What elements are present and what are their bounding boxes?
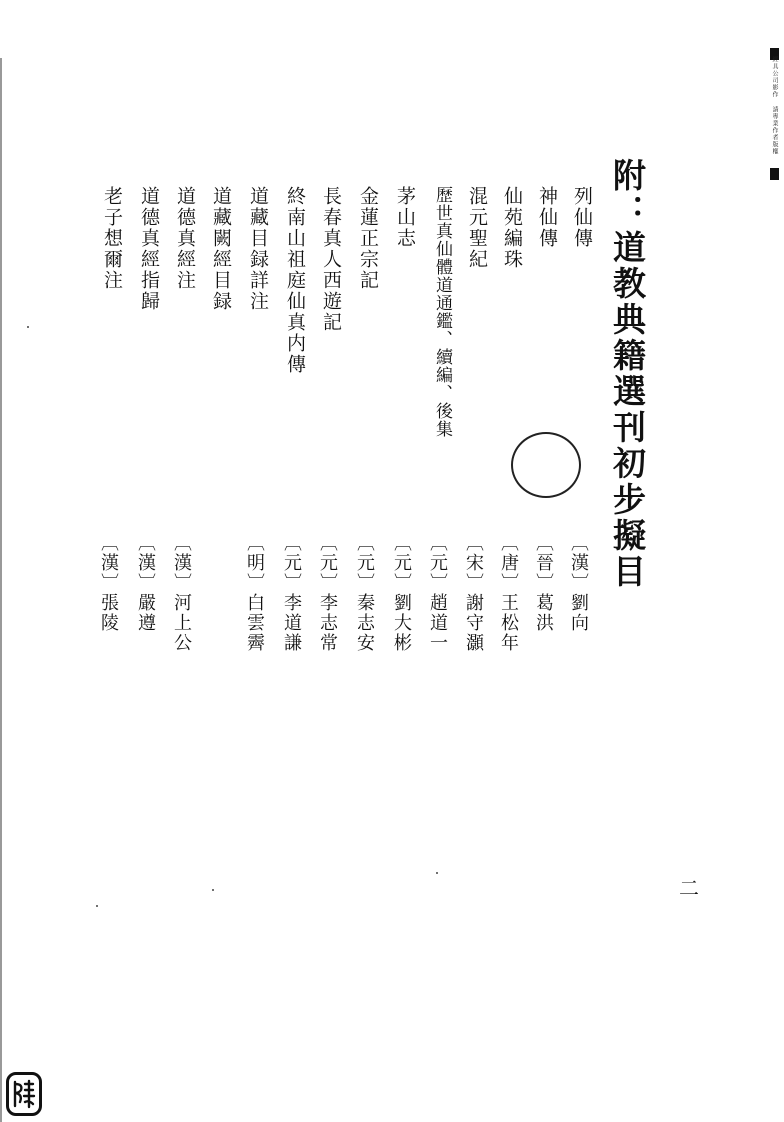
entry-11-dynasty-author [172,533,190,653]
entry-2-dynasty: 〔唐〕 [498,533,519,593]
entry-9-dynasty: 〔明〕 [244,533,265,593]
entry-8-book: 終南山祖庭仙真内傳 [284,186,306,375]
circle-mark [511,432,581,498]
entry-3-book: 混元聖紀 [466,186,488,270]
entry-8-dynasty: 〔元〕 [281,533,302,593]
entry-1-dynasty: 〔晉〕 [533,533,554,593]
entry-7-dynasty: 〔元〕 [317,533,338,593]
entry-11-book: 道德真經注 [174,186,196,291]
entry-2-dynasty-author [499,533,517,653]
entry-1-author: 葛洪 [533,593,554,633]
entry-6-book: 金蓮正宗記 [357,186,379,291]
page-left-edge [0,58,2,1122]
entry-3-dynasty-author [464,533,482,653]
entry-0-author: 劉向 [568,593,589,633]
entry-4-author: 趙道一 [427,593,448,653]
speck [212,889,214,891]
entry-11-dynasty: 〔漢〕 [171,533,192,593]
title-main: 道教典籍選刊初步擬目 [608,230,647,590]
entry-4-dynasty: 〔元〕 [427,533,448,593]
entry-0-dynasty-author [569,533,587,633]
page-title [604,158,647,590]
entry-9-book: 道藏目録詳注 [247,186,269,312]
entry-1-book: 神仙傳 [536,186,558,249]
side-strip-note: 經具公司影作 請專業作者版權 [771,56,778,155]
entry-6-author: 秦志安 [354,593,375,653]
entry-7-dynasty-author [318,533,336,653]
entry-0-dynasty: 〔漢〕 [568,533,589,593]
entry-4-book: 歷世真仙體道通鑑、續編、後集 [432,186,452,438]
entry-5-dynasty-author [392,533,410,653]
entry-0-book: 列仙傳 [571,186,593,249]
speck [436,872,438,874]
entry-7-book: 長春真人西遊記 [320,186,342,333]
side-strip-bottom-bar [770,168,779,180]
entry-12-dynasty: 〔漢〕 [135,533,156,593]
entry-13-author: 張陵 [98,593,119,633]
page-number: 二 [679,876,699,900]
entry-12-book: 道德真經指歸 [138,186,160,312]
entry-8-dynasty-author [282,533,300,653]
entry-8-author: 李道謙 [281,593,302,653]
speck [27,326,29,328]
entry-9-dynasty-author [245,533,263,653]
entry-3-dynasty: 〔宋〕 [463,533,484,593]
seal-glyph-icon [11,1078,37,1110]
entry-13-dynasty-author [99,533,117,633]
entry-2-book: 仙苑編珠 [501,186,523,270]
entry-6-dynasty: 〔元〕 [354,533,375,593]
seal-stamp [6,1072,42,1116]
entry-12-author: 嚴遵 [135,593,156,633]
entry-9-author: 白雲霽 [244,593,265,653]
entry-6-dynasty-author [355,533,373,653]
speck [96,905,98,907]
entry-5-author: 劉大彬 [391,593,412,653]
entry-11-author: 河上公 [171,593,192,653]
entry-5-dynasty: 〔元〕 [391,533,412,593]
entry-1-dynasty-author [534,533,552,633]
entry-2-author: 王松年 [498,593,519,653]
entry-10-book: 道藏闕經目録 [210,186,232,312]
title-prefix: 附： [608,158,647,230]
entry-7-author: 李志常 [317,593,338,653]
entry-13-book: 老子想爾注 [101,186,123,291]
entry-5-book: 茅山志 [394,186,416,249]
entry-12-dynasty-author [136,533,154,633]
entry-13-dynasty: 〔漢〕 [98,533,119,593]
entry-4-dynasty-author [428,533,446,653]
entry-3-author: 謝守灝 [463,593,484,653]
